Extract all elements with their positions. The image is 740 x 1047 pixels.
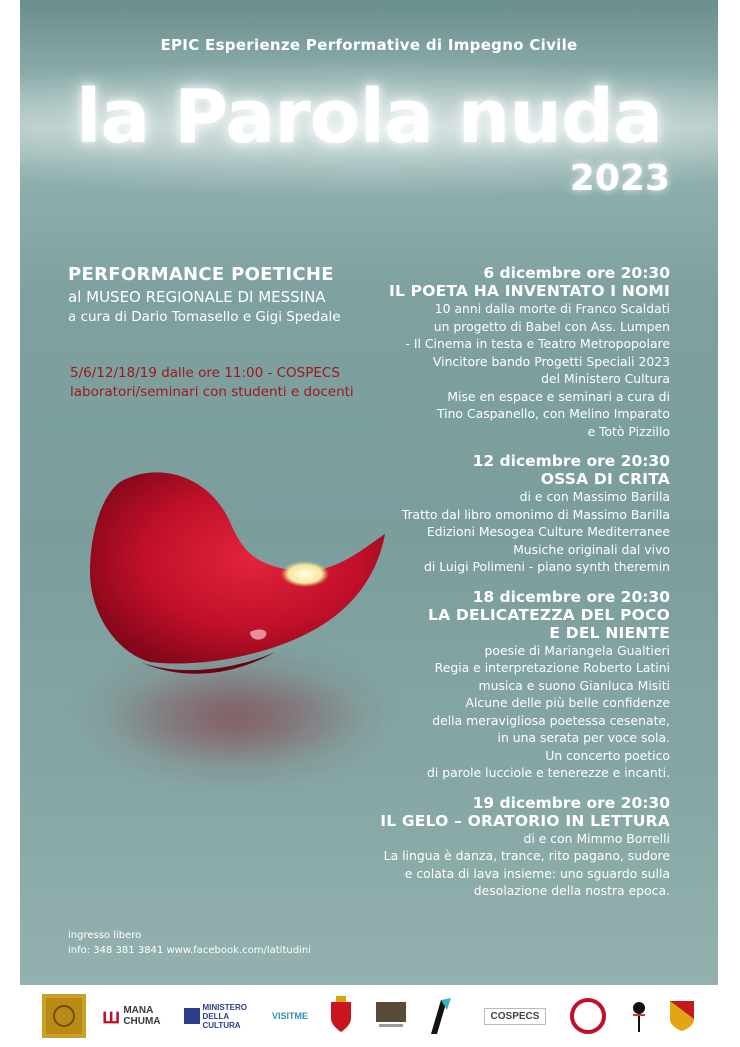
epic-subtitle: EPIC Esperienze Performative di Impegno Civile [160,36,578,54]
comune-messina-logo [326,994,356,1038]
event-desc-line: della meravigliosa poetessa cesenate, [432,712,670,728]
logo-label: COSPECS [484,1008,547,1025]
event-date: 19 dicembre ore 20:30 [472,793,670,812]
performance-heading: PERFORMANCE POETICHE [68,264,334,285]
babel-logo [624,994,654,1038]
contact-info[interactable]: info: 348 381 3841 www.facebook.com/latitudini [68,945,311,956]
event-desc-line: La lingua è danza, trance, rito pagano, sudore [383,848,670,863]
latitudini-logo [422,994,458,1038]
event-desc-line: di e con Mimmo Borrelli [523,830,670,846]
event-desc-line: e colata di lava insieme: uno sguardo sulla [404,865,670,881]
event-item [310,452,670,576]
event-title: OSSA DI CRITA [540,470,670,488]
poster-year: 2023 [569,158,670,199]
event-desc-line: del Ministero Cultura [541,371,670,386]
labs-dates: 5/6/12/18/19 dalle ore 11:00 - COSPECS [70,365,340,381]
sponsor-logos [20,990,718,1042]
event-desc-line: di Luigi Polimeni - piano synth theremin [423,559,670,574]
event-item [310,794,670,900]
event-title-line2: E DEL NIENTE [549,623,670,642]
mana-chuma-icon: ꟺ [102,1005,121,1028]
ministero-icon [184,1008,200,1024]
event-desc-line: in una serata per voce sola. [497,730,670,745]
intro-block [68,264,341,325]
entry-free-text: ingresso libero [68,930,142,941]
event-item [310,264,670,440]
event-description [310,300,670,440]
event-desc-line: desolazione della nostra epoca. [473,883,670,898]
logo-label: MANA CHUMA [123,1005,161,1027]
event-description [310,488,670,576]
cospecs-logo [480,994,550,1038]
event-desc-line: di parole lucciole e tenerezze e incanti. [427,765,670,780]
event-desc-line: Mise en espace e seminari a cura di [447,388,670,404]
regione-sicilia-logo [666,994,698,1038]
event-desc-line: Regia e interpretazione Roberto Latini [434,660,670,675]
logo-label: VISITME [271,1011,308,1021]
event-title: LA DELICATEZZA DEL POCO [428,605,670,624]
venue-line: al MUSEO REGIONALE DI MESSINA [68,288,326,306]
event-date: 18 dicembre ore 20:30 [472,587,670,606]
footer-info [68,928,311,958]
logo-label: MINISTERO DELLA CULTURA [202,1002,247,1030]
event-desc-line: musica e suono Gianluca Misiti [478,677,670,693]
event-desc-line: Musiche originali dal vivo [513,541,670,557]
mana-chuma-logo [102,994,168,1038]
event-description [310,642,670,782]
event-title: IL GELO – ORATORIO IN LETTURA [380,811,670,830]
museo-regionale-logo [374,994,408,1038]
event-desc-line: 10 anni dalla morte di Franco Scaldati [434,301,670,316]
event-title: IL POETA HA INVENTATO I NOMI [389,282,670,300]
events-list [310,264,670,912]
event-item [310,588,670,782]
curators-line: a cura di Dario Tomasello e Gigi Spedale [68,309,341,325]
event-desc-line: poesie di Mariangela Gualtieri [484,642,670,658]
event-desc-line: di e con Massimo Barilla [519,489,670,504]
event-desc-line: - Il Cinema in testa e Teatro Metropopolare [405,336,670,351]
poster-title: la Parola nuda [76,74,662,160]
event-desc-line: Tratto dal libro omonimo di Massimo Barilla [401,506,670,522]
event-desc-line: Vincitore bando Progetti Speciali 2023 [432,353,670,369]
event-date: 6 dicembre ore 20:30 [483,264,670,282]
event-description [310,830,670,900]
event-desc-line: Edizioni Mesogea Culture Mediterranee [426,524,670,539]
event-desc-line: Un concerto poetico [545,747,670,763]
ministero-cultura-logo [182,994,252,1038]
event-date: 12 dicembre ore 20:30 [472,452,670,470]
event-desc-line: e Totò Pizzillo [587,423,670,439]
dams-logo [568,994,608,1038]
event-desc-line: Alcune delle più belle confidenze [465,695,670,710]
labs-description: laboratori/seminari con studenti e docenti [70,384,354,400]
poster [20,0,718,985]
visitme-logo [268,994,312,1038]
event-desc-line: Tino Caspanello, con Melino Imparato [436,406,670,421]
event-desc-line: un progetto di Babel con Ass. Lumpen [433,318,670,334]
epic-logo [42,994,86,1038]
